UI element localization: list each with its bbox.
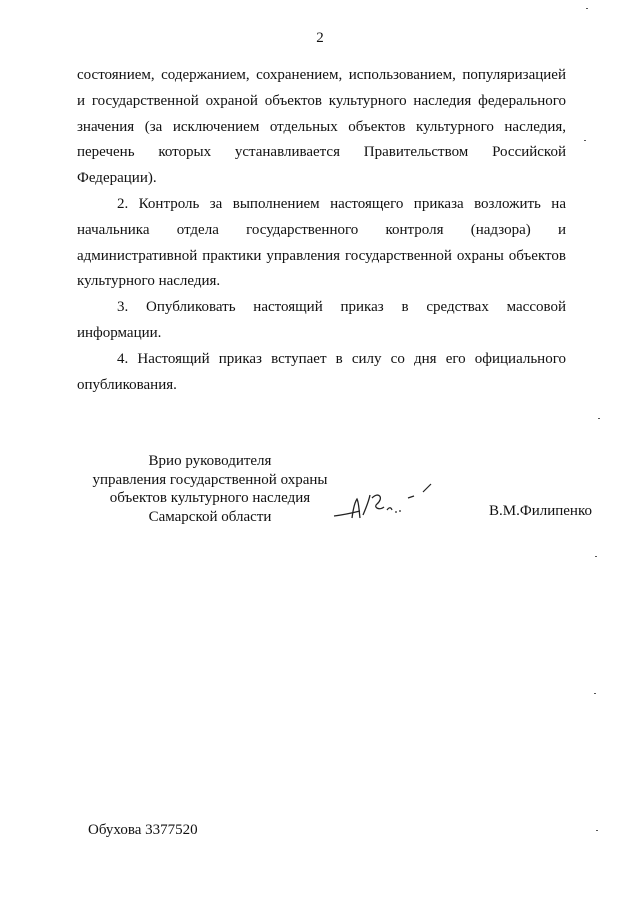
signer-position — [70, 452, 350, 526]
paragraph-effective-date: 4. Настоящий приказ вступает в силу со дня его официального опубликования. — [77, 350, 566, 393]
scan-speck — [595, 556, 597, 557]
scan-speck — [594, 693, 596, 694]
scan-speck — [586, 8, 588, 9]
paragraph-publish: 3. Опубликовать настоящий приказ в средствах массовой информации. — [77, 299, 566, 341]
executor-contact: Обухова 3377520 — [88, 822, 198, 838]
signer-position-line: Самарской области — [148, 508, 272, 525]
signer-position-line: управления государственной охраны — [92, 471, 328, 488]
handwritten-signature — [332, 482, 436, 522]
signer-position-line: Врио руководителя — [148, 453, 272, 469]
scan-speck — [596, 830, 598, 831]
scan-speck — [584, 140, 586, 141]
paragraph-continuation: состоянием, содержанием, сохранением, использованием, популяризацией и государственной охраной объектов культурного наследия федерального значения (за исключением отдельных объектов культурного наследия, перечень которых устанавливается Правительством Российской Федерации). — [77, 67, 566, 187]
signer-position-line: объектов культурного наследия — [109, 490, 311, 506]
signer-name: В.М.Филипенко — [489, 503, 592, 519]
paragraph-control: 2. Контроль за выполнением настоящего приказа возложить на начальника отдела государственного контроля (надзора) и административной практики управления государственной охраны объектов культурного наследия. — [77, 195, 566, 290]
scan-speck — [598, 418, 600, 419]
page-number: 2 — [316, 30, 324, 46]
document-body — [77, 63, 566, 398]
